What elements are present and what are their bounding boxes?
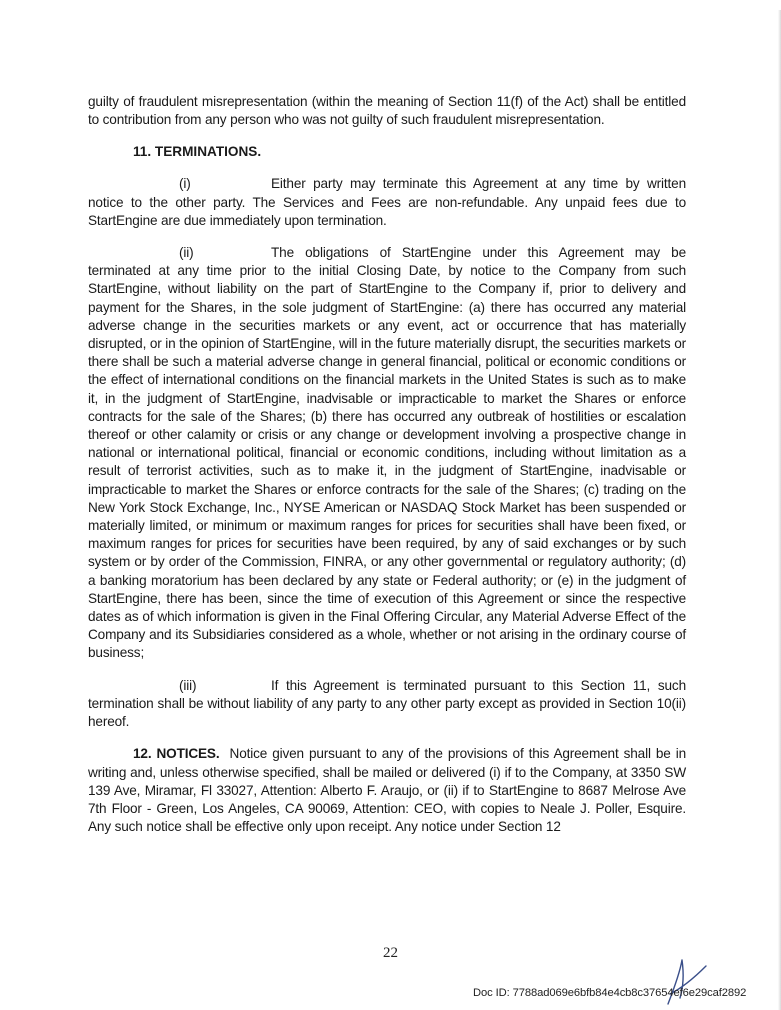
- doc-id: Doc ID: 7788ad069e6bfb84e4cb8c37654ef6e29caf2892: [473, 987, 747, 999]
- page-number: 22: [383, 945, 398, 961]
- item-number: (i): [179, 176, 191, 192]
- item-text: If this Agreement is terminated pursuant to this Section 11, such termination shall be without liability of any party to any other party except as provided in Section 10(ii) hereof.: [88, 677, 686, 730]
- item-text: The obligations of StartEngine under this Agreement may be terminated at any time prior to the initial Closing Date, by notice to the Company from such StartEngine, without liability on the part of StartEngine to the Company if, prior to delivery and payment for the Shares, in the sole judgment of StartEngine: (a) there has occurred any material adverse change in the securities markets or any event, act or occurrence that has materially disrupted, or in the opinion of StartEngine, will in the future materially disrupt, the securities markets or there shall be such a material adverse change in general financial, political or economic conditions or the effect of international conditions on the financial markets in the United States is such as to make it, in the judgment of StartEngine, inadvisable or impracticable to market the Shares or enforce contracts for the sale of the Shares; (b) there has occurred any outbreak of hostilities or escalation thereof or other calamity or crisis or any change or development involving a prospective change in national or international political, financial or economic conditions, including without limitation as a result of terrorist activities, such as to make it, in the judgment of StartEngine, inadvisable or impracticable to market the Shares or enforce contracts for the sale of the Shares; (c) trading on the New York Stock Exchange, Inc., NYSE American or NASDAQ Stock Market has been suspended or materially limited, or minimum or maximum ranges for prices for securities shall have been fixed, or maximum ranges for prices for securities have been required, by any of said exchanges or by such system or by order of the Commission, FINRA, or any other governmental or regulatory authority; (d) a banking moratorium has been declared by any state or Federal authority; or (e) in the judgment of StartEngine, there has been, since the time of execution of this Agreement or since the respective dates as of which information is given in the Final Offering Circular, any Material Adverse Effect of the Company and its Subsidiaries considered as a whole, whether or not arising in the ordinary course of business;: [88, 245, 686, 661]
- item-number: (ii): [179, 245, 194, 261]
- termination-item-ii: [88, 244, 686, 663]
- section-12-heading: 12. NOTICES.: [133, 746, 220, 762]
- termination-item-iii: [88, 677, 686, 732]
- document-page: [88, 93, 686, 836]
- section-11-heading: 11. TERMINATIONS.: [133, 144, 262, 160]
- section-12-paragraph: [88, 745, 686, 836]
- item-number: (iii): [179, 677, 197, 693]
- initials-signature-icon: [660, 958, 710, 1008]
- termination-item-i: [88, 175, 686, 230]
- section-12-text: Notice given pursuant to any of the provisions of this Agreement shall be in writing and, unless otherwise specified, shall be mailed or delivered (i) if to the Company, at 3350 SW 139 Ave, Miramar, Fl 33027, Attention: Alberto F. Araujo, or (ii) if to StartEngine to 8687 Melrose Ave 7th Floor - Green, Los Angeles, CA 90069, Attention: CEO, with copies to Neale J. Poller, Esquire. Any such notice shall be effective only upon receipt. Any notice under Section 12: [88, 746, 686, 835]
- carryover-paragraph: guilty of fraudulent misrepresentation (within the meaning of Section 11(f) of the Act) shall be entitled to contribution from any person who was not guilty of such fraudulent misrepresentation.: [88, 94, 686, 128]
- item-text: Either party may terminate this Agreement at any time by written notice to the other party. The Services and Fees are non-refundable. Any unpaid fees due to StartEngine are due immediately upon termination.: [88, 176, 686, 228]
